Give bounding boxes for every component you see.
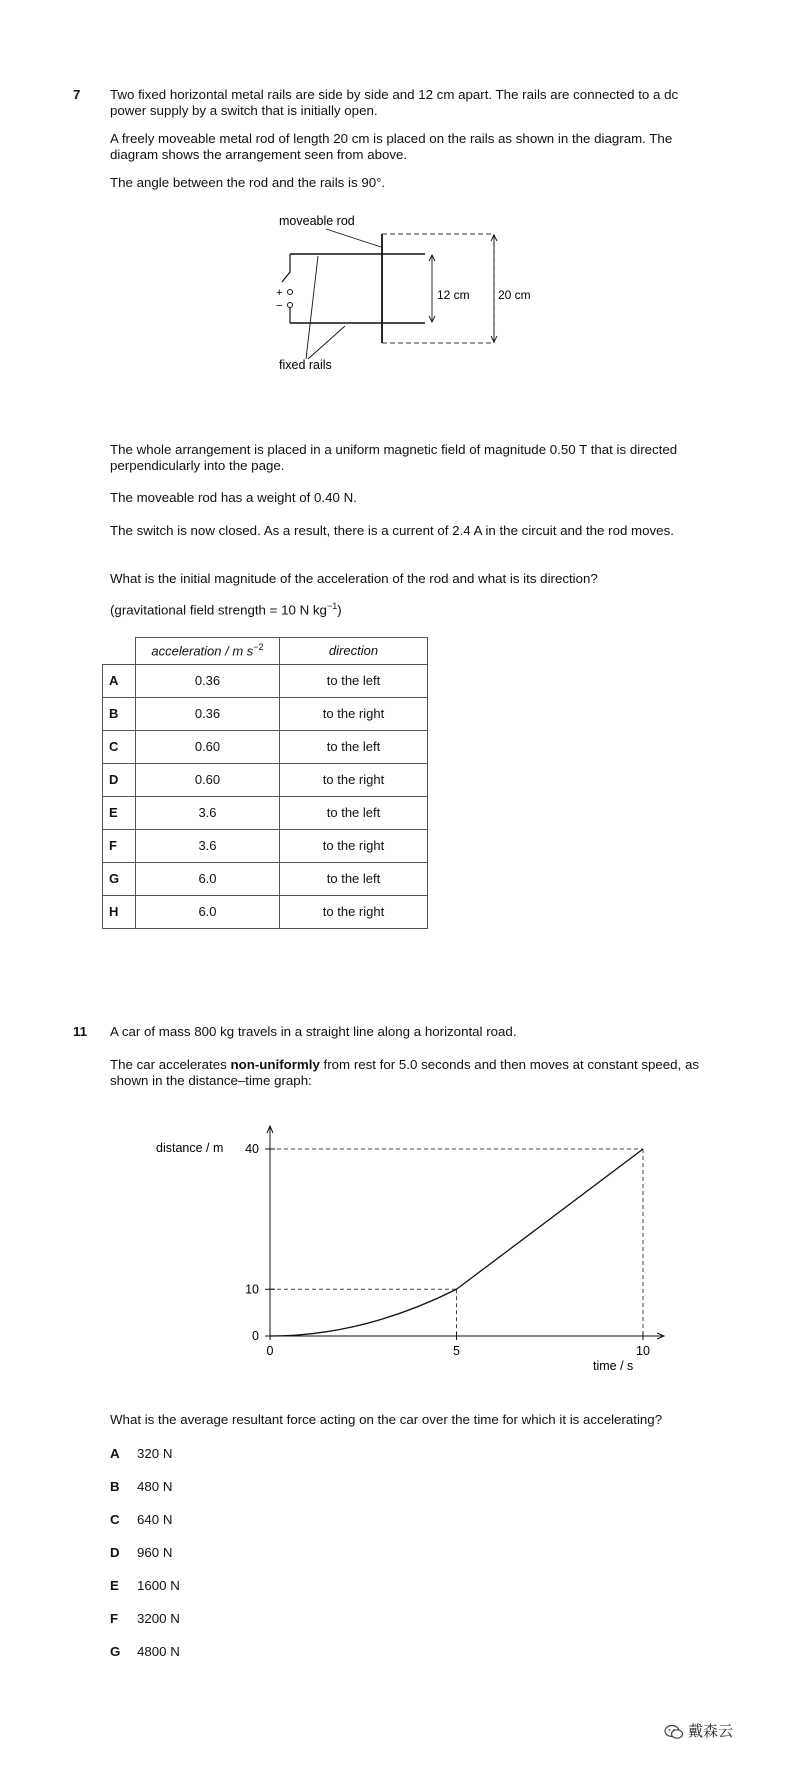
g-field-close: ) — [337, 602, 342, 618]
acceleration-cell: 3.6 — [136, 830, 280, 863]
answer-option[interactable] — [110, 1446, 172, 1462]
watermark-text: 戴森云 — [688, 1723, 734, 1740]
table-row — [103, 797, 428, 830]
option-letter: D — [103, 764, 136, 797]
g-field-text: (gravitational field strength = 10 N kg — [110, 602, 327, 618]
question-text: The whole arrangement is placed in a uniform magnetic field of magnitude 0.50 T that is directed perpendicularly into the page. — [110, 442, 678, 474]
label-20cm: 20 cm — [498, 288, 531, 302]
x-tick-label: 10 — [636, 1344, 650, 1358]
question-text: What is the average resultant force acting on the car over the time for which it is accelerating? — [110, 1412, 663, 1427]
terminal-minus — [288, 303, 293, 308]
y-axis-label: distance / m — [156, 1141, 224, 1155]
question-text: A freely moveable metal rod of length 20 cm is placed on the rails as shown in the diagram. The diagram shows the arrangement seen from above. — [110, 131, 673, 163]
table-row — [103, 863, 428, 896]
answer-letter: A — [110, 1446, 120, 1461]
option-letter: A — [103, 665, 136, 698]
direction-cell: to the right — [280, 764, 428, 797]
leader-line — [326, 229, 381, 247]
header-acceleration — [136, 638, 280, 665]
question-number: 7 — [73, 87, 81, 102]
answer-text: 1600 N — [137, 1578, 180, 1593]
acceleration-cell: 0.36 — [136, 665, 280, 698]
distance-time-graph — [140, 1110, 680, 1390]
leader-line — [308, 326, 345, 359]
table-corner — [103, 638, 136, 665]
option-letter: B — [103, 698, 136, 731]
acceleration-cell: 0.36 — [136, 698, 280, 731]
switch-arm — [282, 254, 290, 282]
answer-text: 480 N — [137, 1479, 173, 1494]
table-row — [103, 731, 428, 764]
x-tick-label: 5 — [453, 1344, 460, 1358]
y-tick-label: 0 — [252, 1329, 259, 1343]
answer-text: 4800 N — [137, 1644, 180, 1659]
answer-text: 640 N — [137, 1512, 173, 1527]
question-text: A car of mass 800 kg travels in a straight line along a horizontal road. — [110, 1024, 517, 1039]
answer-letter: E — [110, 1578, 119, 1593]
acceleration-cell: 0.60 — [136, 764, 280, 797]
table-row — [103, 665, 428, 698]
option-letter: H — [103, 896, 136, 929]
question-text: The switch is now closed. As a result, there is a current of 2.4 A in the circuit and the rod moves. — [110, 523, 674, 538]
header-direction: direction — [280, 638, 428, 665]
y-tick-label: 40 — [245, 1142, 259, 1156]
acceleration-cell: 3.6 — [136, 797, 280, 830]
option-letter: G — [103, 863, 136, 896]
text-span: The car accelerates — [110, 1057, 231, 1072]
options-table — [102, 637, 428, 929]
direction-cell: to the right — [280, 698, 428, 731]
answer-letter: B — [110, 1479, 120, 1494]
terminal-plus — [288, 290, 293, 295]
rail-diagram — [250, 205, 550, 380]
table-row — [103, 830, 428, 863]
minus-sign: − — [276, 300, 283, 312]
label-moveable-rod: moveable rod — [279, 214, 355, 228]
direction-cell: to the left — [280, 863, 428, 896]
answer-letter: F — [110, 1611, 119, 1626]
answer-option[interactable] — [110, 1545, 172, 1561]
question-text: The moveable rod has a weight of 0.40 N. — [110, 490, 357, 505]
acceleration-cell: 0.60 — [136, 731, 280, 764]
answer-letter: C — [110, 1512, 120, 1527]
answer-option[interactable] — [110, 1611, 180, 1627]
direction-cell: to the left — [280, 731, 428, 764]
question-text: The angle between the rod and the rails is 90°. — [110, 175, 386, 190]
header-acceleration-exponent: −2 — [253, 642, 264, 653]
question-text — [110, 1057, 710, 1090]
acceleration-cell: 6.0 — [136, 863, 280, 896]
direction-cell: to the right — [280, 830, 428, 863]
table-row — [103, 698, 428, 731]
direction-cell: to the right — [280, 896, 428, 929]
table-row — [103, 764, 428, 797]
g-field-exponent: −1 — [326, 601, 338, 611]
answer-option[interactable] — [110, 1512, 172, 1528]
question-number: 11 — [73, 1024, 88, 1039]
answer-letter: D — [110, 1545, 120, 1560]
option-letter: C — [103, 731, 136, 764]
table-row — [103, 896, 428, 929]
emphasis-text: non-uniformly — [230, 1057, 320, 1072]
direction-cell: to the left — [280, 797, 428, 830]
answer-option[interactable] — [110, 1644, 180, 1660]
acceleration-cell: 6.0 — [136, 896, 280, 929]
x-tick-label: 0 — [266, 1344, 274, 1358]
watermark — [664, 1723, 733, 1742]
answer-text: 320 N — [137, 1446, 173, 1461]
answer-text: 960 N — [137, 1545, 173, 1560]
leader-line — [306, 256, 318, 359]
direction-cell: to the left — [280, 665, 428, 698]
option-letter: E — [103, 797, 136, 830]
header-acceleration-text: acceleration / m s — [151, 643, 254, 659]
answer-letter: G — [110, 1644, 121, 1659]
wechat-icon — [664, 1724, 684, 1740]
y-tick-label: 10 — [245, 1282, 259, 1297]
label-fixed-rails: fixed rails — [279, 358, 332, 372]
option-letter: F — [103, 830, 136, 863]
x-axis-label: time / s — [593, 1359, 634, 1373]
question-text — [110, 601, 710, 619]
answer-option[interactable] — [110, 1578, 180, 1594]
text-span: from rest for 5.0 seconds and then moves at constant speed, as shown in the distance–time graph: — [110, 1057, 700, 1089]
plus-sign: + — [276, 287, 283, 299]
label-12cm: 12 cm — [437, 288, 470, 302]
answer-text: 3200 N — [137, 1611, 180, 1626]
question-text: What is the initial magnitude of the acceleration of the rod and what is its direction? — [110, 571, 598, 586]
series-line — [270, 1149, 643, 1336]
answer-option[interactable] — [110, 1479, 172, 1495]
question-text: Two fixed horizontal metal rails are side by side and 12 cm apart. The rails are connected to a dc power supply by a switch that is initially open. — [110, 87, 679, 119]
